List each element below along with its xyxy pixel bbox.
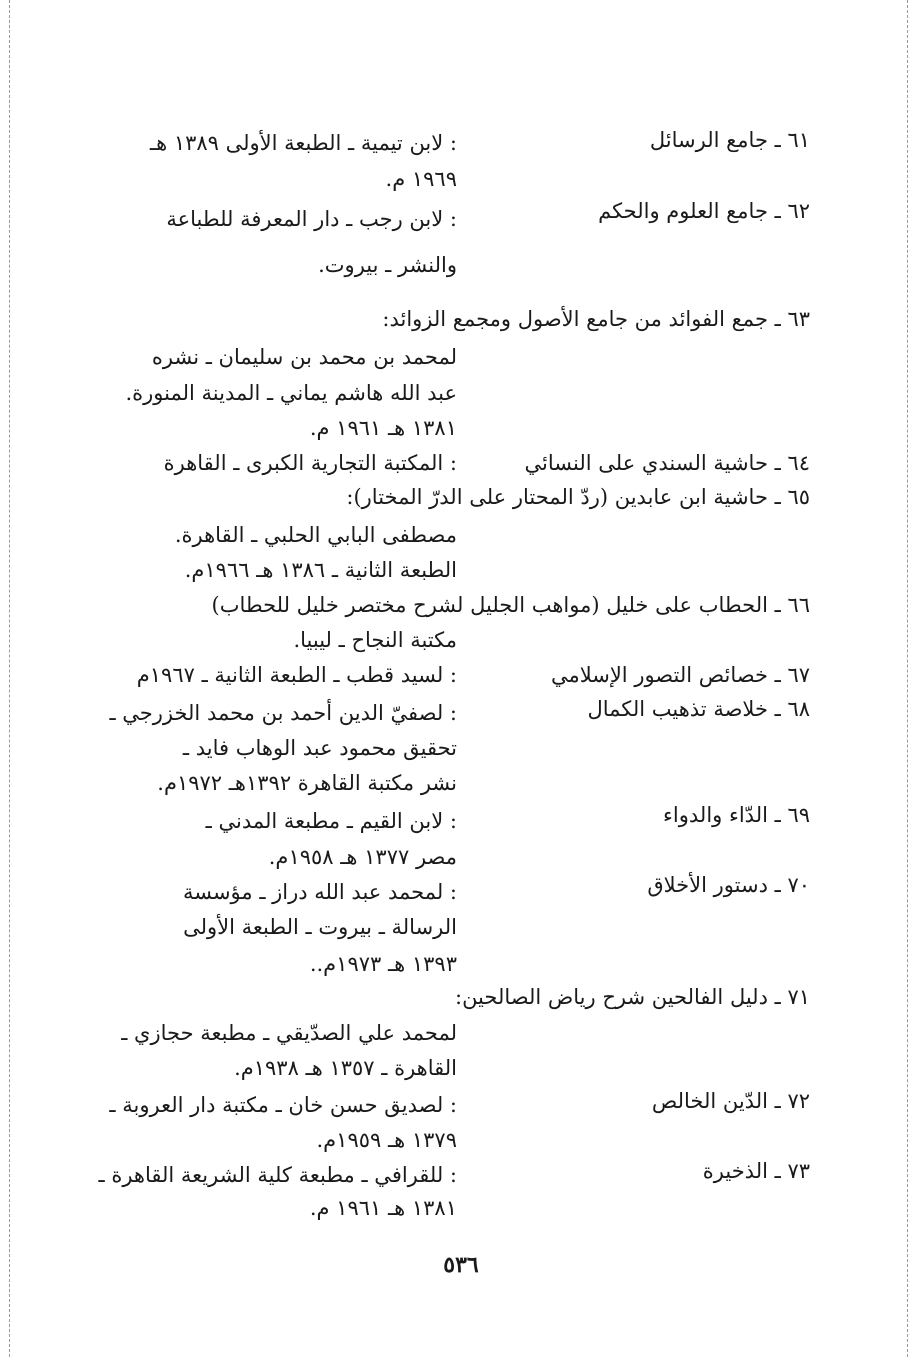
entry-line: ١٣٩٣ هـ ١٩٧٣م.. — [309, 952, 457, 976]
entry-line: لمحمد بن محمد بن سليمان ـ نشره — [151, 345, 457, 369]
entry-title: ٦٣ ـ جمع الفوائد من جامع الأصول ومجمع الزوائد: — [382, 307, 810, 331]
entry-title: ٧٢ ـ الدّين الخالص — [651, 1089, 810, 1113]
entry-line: تحقيق محمود عبد الوهاب فايد ـ — [182, 736, 457, 760]
entry-title: ٦١ ـ جامع الرسائل — [649, 128, 810, 152]
entry-title: ٦٩ ـ الدّاء والدواء — [663, 803, 810, 827]
entry-line: : لابن تيمية ـ الطبعة الأولى ١٣٨٩ هـ — [149, 131, 457, 155]
entry-line: : لمحمد عبد الله دراز ـ مؤسسة — [182, 880, 457, 904]
entry-title: ٦٢ ـ جامع العلوم والحكم — [598, 199, 810, 223]
page-number: ٥٣٦ — [443, 1252, 479, 1278]
entry-line: مصطفى البابي الحلبي ـ القاهرة. — [174, 523, 457, 547]
entry-title: ٦٥ ـ حاشية ابن عابدين (ردّ المحتار على الدرّ المختار): — [346, 485, 810, 509]
entry-line: مكتبة النجاح ـ ليبيا. — [293, 628, 457, 652]
entry-line: مصر ١٣٧٧ هـ ١٩٥٨م. — [268, 845, 457, 869]
entry-line: : لصديق حسن خان ـ مكتبة دار العروبة ـ — [109, 1093, 457, 1117]
entry-title: ٦٤ ـ حاشية السندي على النسائي — [524, 451, 810, 475]
entry-line: : لسيد قطب ـ الطبعة الثانية ـ ١٩٦٧م — [136, 663, 457, 687]
entry-line: ١٣٧٩ هـ ١٩٥٩م. — [316, 1128, 457, 1152]
entry-title: ٦٧ ـ خصائص التصور الإسلامي — [550, 663, 810, 687]
entry-line: : لابن رجب ـ دار المعرفة للطباعة — [166, 207, 457, 231]
entry-line: : المكتبة التجارية الكبرى ـ القاهرة — [163, 451, 457, 475]
entry-line: الرسالة ـ بيروت ـ الطبعة الأولى — [183, 915, 457, 939]
entry-title: ٦٨ ـ خلاصة تذهيب الكمال — [587, 697, 810, 721]
entry-line: ١٣٨١ هـ ١٩٦١ م. — [309, 416, 457, 440]
entry-line: : لابن القيم ـ مطبعة المدني ـ — [205, 809, 457, 833]
entry-title: ٧١ ـ دليل الفالحين شرح رياض الصالحين: — [455, 985, 810, 1009]
entry-line: ١٩٦٩ م. — [385, 167, 457, 191]
entry-line: القاهرة ـ ١٣٥٧ هـ ١٩٣٨م. — [234, 1056, 457, 1080]
entry-line: الطبعة الثانية ـ ١٣٨٦ هـ ١٩٦٦م. — [184, 558, 457, 582]
entry-title: ٧٣ ـ الذخيرة — [702, 1159, 810, 1183]
entry-line: عبد الله هاشم يماني ـ المدينة المنورة. — [125, 381, 457, 405]
entry-line: ١٣٨١ هـ ١٩٦١ م. — [309, 1196, 457, 1220]
entry-title: ٧٠ ـ دستور الأخلاق — [647, 873, 810, 897]
entry-line: والنشر ـ بيروت. — [318, 253, 457, 277]
entry-line: نشر مكتبة القاهرة ١٣٩٢هـ ١٩٧٢م. — [157, 771, 457, 795]
entry-line: لمحمد علي الصدّيقي ـ مطبعة حجازي ـ — [121, 1021, 457, 1045]
entry-title: ٦٦ ـ الحطاب على خليل (مواهب الجليل لشرح مختصر خليل للحطاب) — [211, 593, 810, 617]
entry-line: : لصفيّ الدين أحمد بن محمد الخزرجي ـ — [109, 701, 457, 725]
entry-line: : للقرافي ـ مطبعة كلية الشريعة القاهرة ـ — [98, 1163, 457, 1187]
